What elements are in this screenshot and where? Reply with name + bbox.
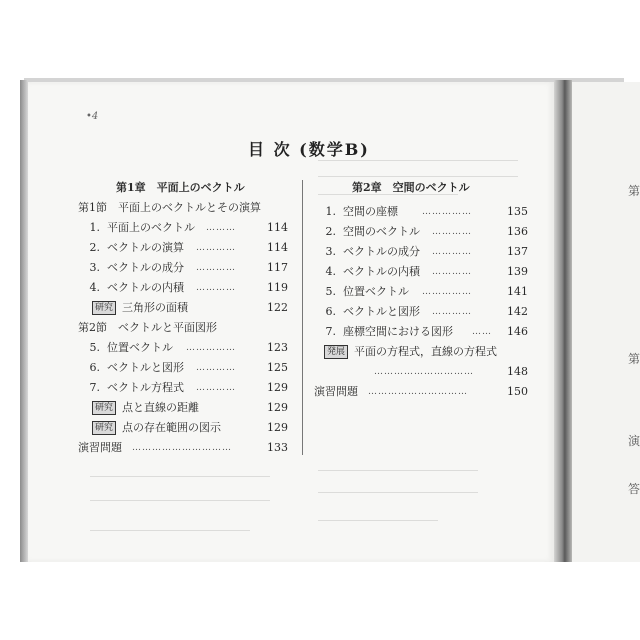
bleed-through bbox=[90, 530, 250, 531]
bleed-through bbox=[318, 520, 438, 521]
section-heading: 第1節 平面上のベクトルとその演算 bbox=[78, 201, 261, 214]
chapter-heading: 第2章 空間のベクトル bbox=[352, 181, 470, 194]
toc-research-entry: 研究 点と直線の距離 129 bbox=[92, 398, 288, 418]
page-ref: 129 bbox=[267, 401, 288, 414]
page-left-shadow bbox=[20, 80, 28, 562]
chapter-heading: 第1章 平面上のベクトル bbox=[116, 181, 245, 194]
facing-page-text: 第 bbox=[628, 352, 640, 366]
bleed-through bbox=[318, 492, 478, 493]
toc-entry: 2. ベクトルの演算 ………… 114 bbox=[78, 238, 288, 258]
research-badge: 研究 bbox=[92, 301, 116, 315]
toc-entry: 5. 位置ベクトル …………… 141 bbox=[314, 282, 528, 302]
page-number: •4 bbox=[86, 111, 99, 122]
page-ref: 129 bbox=[267, 381, 288, 394]
toc-exercises: 演習問題 ………………………… 133 bbox=[78, 438, 288, 458]
toc-development-page: ………………………… 148 bbox=[314, 362, 528, 382]
page-ref: 135 bbox=[507, 205, 528, 218]
toc-entry: 7. ベクトル方程式 ………… 129 bbox=[78, 378, 288, 398]
research-badge: 研究 bbox=[92, 421, 116, 435]
toc-entry: 6. ベクトルと図形 ………… 142 bbox=[314, 302, 528, 322]
page-ref: 137 bbox=[507, 245, 528, 258]
toc-entry: 3. ベクトルの成分 ………… 117 bbox=[78, 258, 288, 278]
page-ref: 119 bbox=[267, 281, 288, 294]
bleed-through bbox=[318, 470, 478, 471]
page-title: 目 次 (数学B) bbox=[248, 140, 370, 159]
toc-entry: 7. 座標空間における図形 …… 146 bbox=[314, 322, 528, 342]
page-ref: 114 bbox=[267, 241, 288, 254]
column-divider bbox=[302, 180, 303, 455]
bleed-through bbox=[318, 160, 518, 161]
toc-entry: 4. ベクトルの内積 ………… 139 bbox=[314, 262, 528, 282]
toc-entry: 3. ベクトルの成分 ………… 137 bbox=[314, 242, 528, 262]
page-ref: 150 bbox=[507, 385, 528, 398]
research-badge: 研究 bbox=[92, 401, 116, 415]
bleed-through bbox=[90, 500, 270, 501]
facing-page-text: 答 bbox=[628, 482, 640, 496]
page-ref: 125 bbox=[267, 361, 288, 374]
page-ref: 148 bbox=[507, 365, 528, 378]
toc-entry: 2. 空間のベクトル ………… 136 bbox=[314, 222, 528, 242]
toc-entry: 1. 空間の座標 …………… 135 bbox=[314, 202, 528, 222]
facing-page bbox=[572, 82, 640, 562]
page-ref: 122 bbox=[267, 301, 288, 314]
toc-exercises: 演習問題 ………………………… 150 bbox=[314, 382, 528, 402]
page-ref: 114 bbox=[267, 221, 288, 234]
section-heading: 第2節 ベクトルと平面図形 bbox=[78, 321, 217, 334]
page-ref: 123 bbox=[267, 341, 288, 354]
page-ref: 142 bbox=[507, 305, 528, 318]
toc-entry: 4. ベクトルの内積 ………… 119 bbox=[78, 278, 288, 298]
page-ref: 129 bbox=[267, 421, 288, 434]
bleed-through bbox=[318, 176, 518, 177]
toc-research-entry: 研究 三角形の面積 122 bbox=[92, 298, 288, 318]
toc-entry: 6. ベクトルと図形 ………… 125 bbox=[78, 358, 288, 378]
page-ref: 141 bbox=[507, 285, 528, 298]
book-gutter bbox=[554, 80, 572, 562]
page-ref: 136 bbox=[507, 225, 528, 238]
page-ref: 146 bbox=[507, 325, 528, 338]
facing-page-text: 第 bbox=[628, 184, 640, 198]
toc-entry: 5. 位置ベクトル …………… 123 bbox=[78, 338, 288, 358]
page-ref: 117 bbox=[267, 261, 288, 274]
toc-research-entry: 研究 点の存在範囲の図示 129 bbox=[92, 418, 288, 438]
development-badge: 発展 bbox=[324, 345, 348, 359]
facing-page-text: 演 bbox=[628, 434, 640, 448]
page-ref: 133 bbox=[267, 441, 288, 454]
toc-entry: 1. 平面上のベクトル ……… 114 bbox=[78, 218, 288, 238]
bleed-through bbox=[90, 476, 270, 477]
toc-development-entry: 発展 平面の方程式，直線の方程式 bbox=[324, 342, 528, 362]
page-ref: 139 bbox=[507, 265, 528, 278]
